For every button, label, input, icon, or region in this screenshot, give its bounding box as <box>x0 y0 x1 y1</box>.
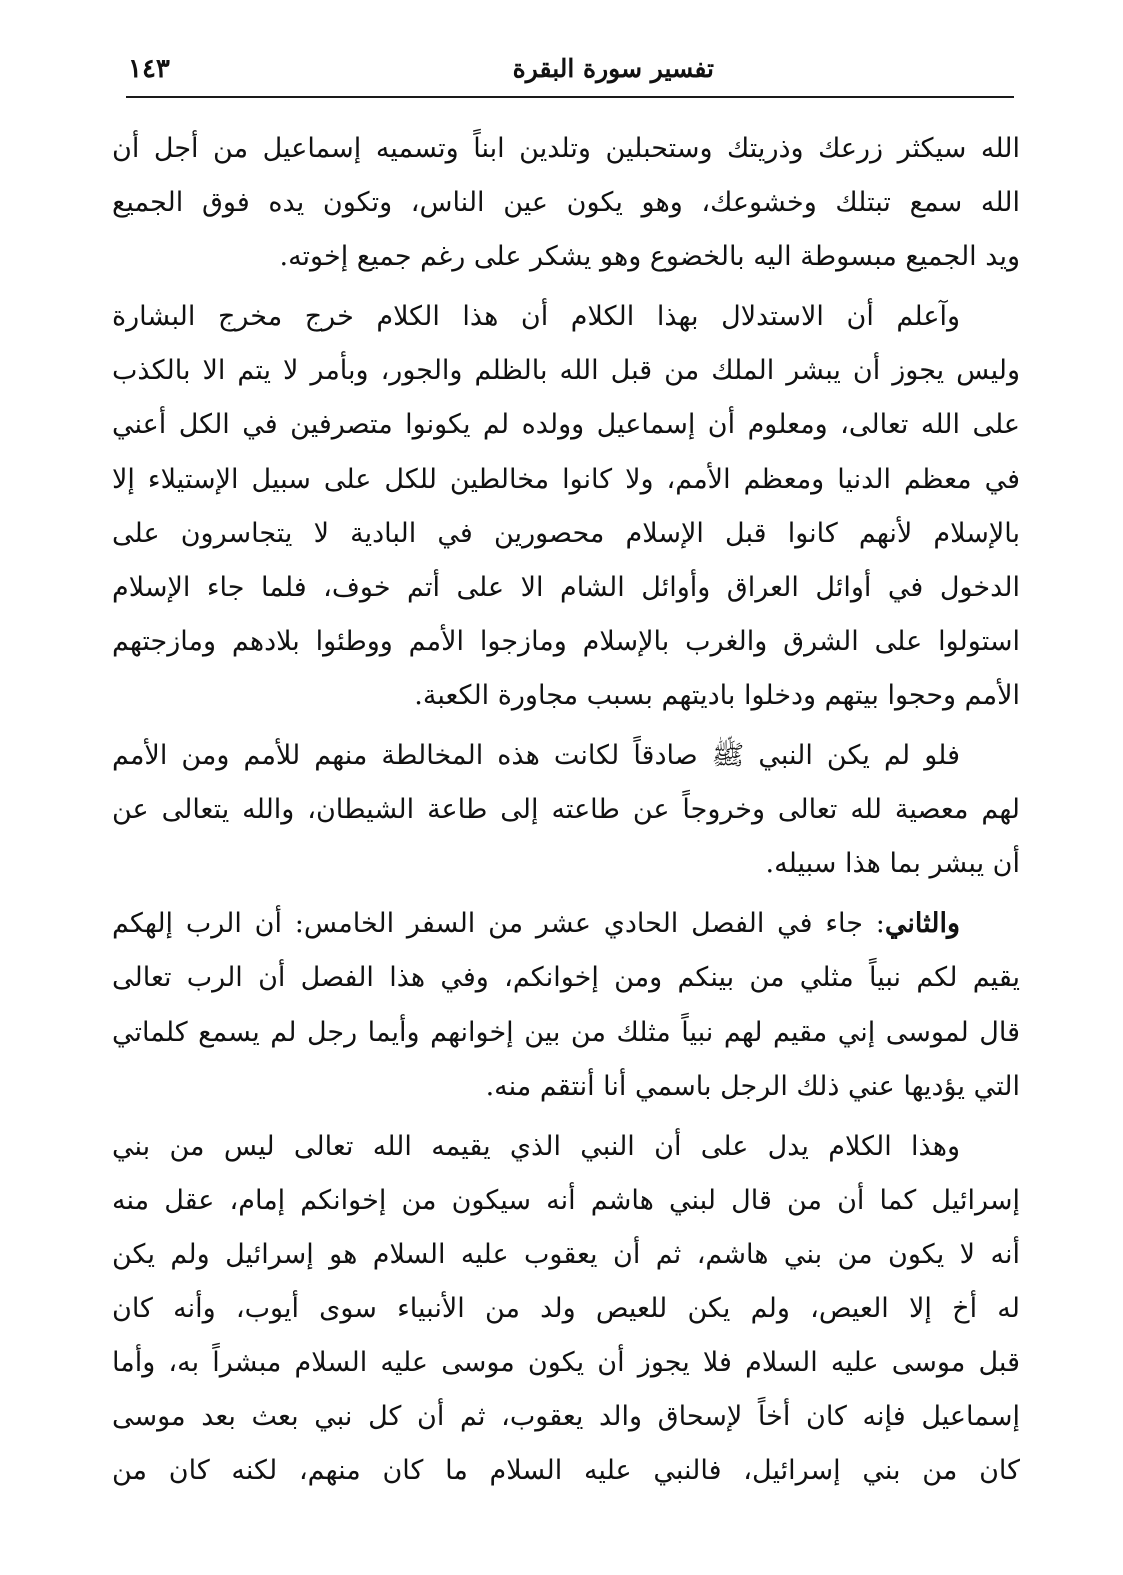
paragraph-4-line-2: يقيم لكم نبياً مثلي من بينكم ومن إخوانكم، وفي هذا الفصل أن الرب تعالى <box>112 962 1020 994</box>
paragraph-1-line-2: الله سمع تبتلك وخشوعك، وهو يكون عين الناس، وتكون يده فوق الجميع <box>112 187 1020 219</box>
paragraph-3-line-3: أن يبشر بما هذا سبيله. <box>765 848 1020 880</box>
paragraph-2-line-5: بالإسلام لأنهم كانوا قبل الإسلام محصورين في البادية لا يتجاسرون على <box>112 517 1020 549</box>
paragraph-3-line-2: لهم معصية لله تعالى وخروجاً عن طاعته إلى طاعة الشيطان، والله يتعالى عن <box>112 794 1020 826</box>
paragraph-4-line-1 <box>112 897 1020 951</box>
paragraph-5-line-1: وهذا الكلام يدل على أن النبي الذي يقيمه الله تعالى ليس من بني <box>112 1130 960 1162</box>
body-text <box>112 122 1020 1498</box>
paragraph-4-line-4: التي يؤديها عني ذلك الرجل باسمي أنا أنتقم منه. <box>485 1070 1020 1102</box>
running-title: تفسير سورة البقرة <box>512 54 714 83</box>
paragraph-4-line-1-text: : جاء في الفصل الحادي عشر من السفر الخامس: أن الرب إلهكم <box>112 908 885 940</box>
paragraph-5-line-5: قبل موسى عليه السلام فلا يجوز أن يكون موسى عليه السلام مبشراً به، وأما <box>112 1347 1020 1379</box>
paragraph-3-line-1: فلو لم يكن النبي ﷺ صادقاً لكانت هذه المخالطة منهم للأمم ومن الأمم <box>112 740 960 772</box>
paragraph-2-line-6: الدخول في أوائل العراق وأوائل الشام الا على أتم خوف، فلما جاء الإسلام <box>112 571 1020 603</box>
paragraph-5-line-3: أنه لا يكون من بني هاشم، ثم أن يعقوب عليه السلام هو إسرائيل ولم يكن <box>112 1238 1020 1270</box>
paragraph-2-line-1: وآعلم أن الاستدلال بهذا الكلام أن هذا الكلام خرج مخرج البشارة <box>112 301 960 333</box>
paragraph-5-line-7: كان من بني إسرائيل، فالنبي عليه السلام ما كان منهم، لكنه كان من <box>112 1455 1020 1487</box>
running-header <box>126 50 1014 98</box>
paragraph-5-line-4: له أخ إلا العيص، ولم يكن للعيص ولد من الأنبياء سوى أيوب، وأنه كان <box>112 1292 1020 1324</box>
paragraph-5-line-2: إسرائيل كما أن من قال لبني هاشم أنه سيكون من إخوانكم إمام، عقل منه <box>112 1184 1020 1216</box>
paragraph-2-line-8: الأمم وحجوا بيتهم ودخلوا باديتهم بسبب مجاورة الكعبة. <box>414 679 1020 711</box>
paragraph-4-line-3: قال لموسى إني مقيم لهم نبياً مثلك من بين إخوانهم وأيما رجل لم يسمع كلماتي <box>112 1016 1020 1048</box>
paragraph-1-line-1: الله سيكثر زرعك وذريتك وستحبلين وتلدين ابناً وتسميه إسماعيل من أجل أن <box>112 133 1020 164</box>
paragraph-2-line-2: وليس يجوز أن يبشر الملك من قبل الله بالظلم والجور، وبأمر لا يتم الا بالكذب <box>112 355 1020 387</box>
paragraph-2-line-3: على الله تعالى، ومعلوم أن إسماعيل وولده لم يكونوا متصرفين في الكل أعني <box>112 409 1020 441</box>
paragraph-4-lead-word: والثاني <box>884 908 960 940</box>
paragraph-5-line-6: إسماعيل فإنه كان أخاً لإسحاق والد يعقوب، ثم أن كل نبي بعث بعد موسى <box>112 1401 1020 1433</box>
paragraph-2-line-7: استولوا على الشرق والغرب بالإسلام ومازجوا الأمم ووطئوا بلادهم ومازجتهم <box>112 625 1020 657</box>
paragraph-2-line-4: في معظم الدنيا ومعظم الأمم، ولا كانوا مخالطين للكل على سبيل الإستيلاء إلا <box>112 463 1020 495</box>
paragraph-1-line-3: ويد الجميع مبسوطة اليه بالخضوع وهو يشكر على رغم جميع إخوته. <box>279 241 1020 273</box>
page-number: ١٤٣ <box>128 54 170 84</box>
